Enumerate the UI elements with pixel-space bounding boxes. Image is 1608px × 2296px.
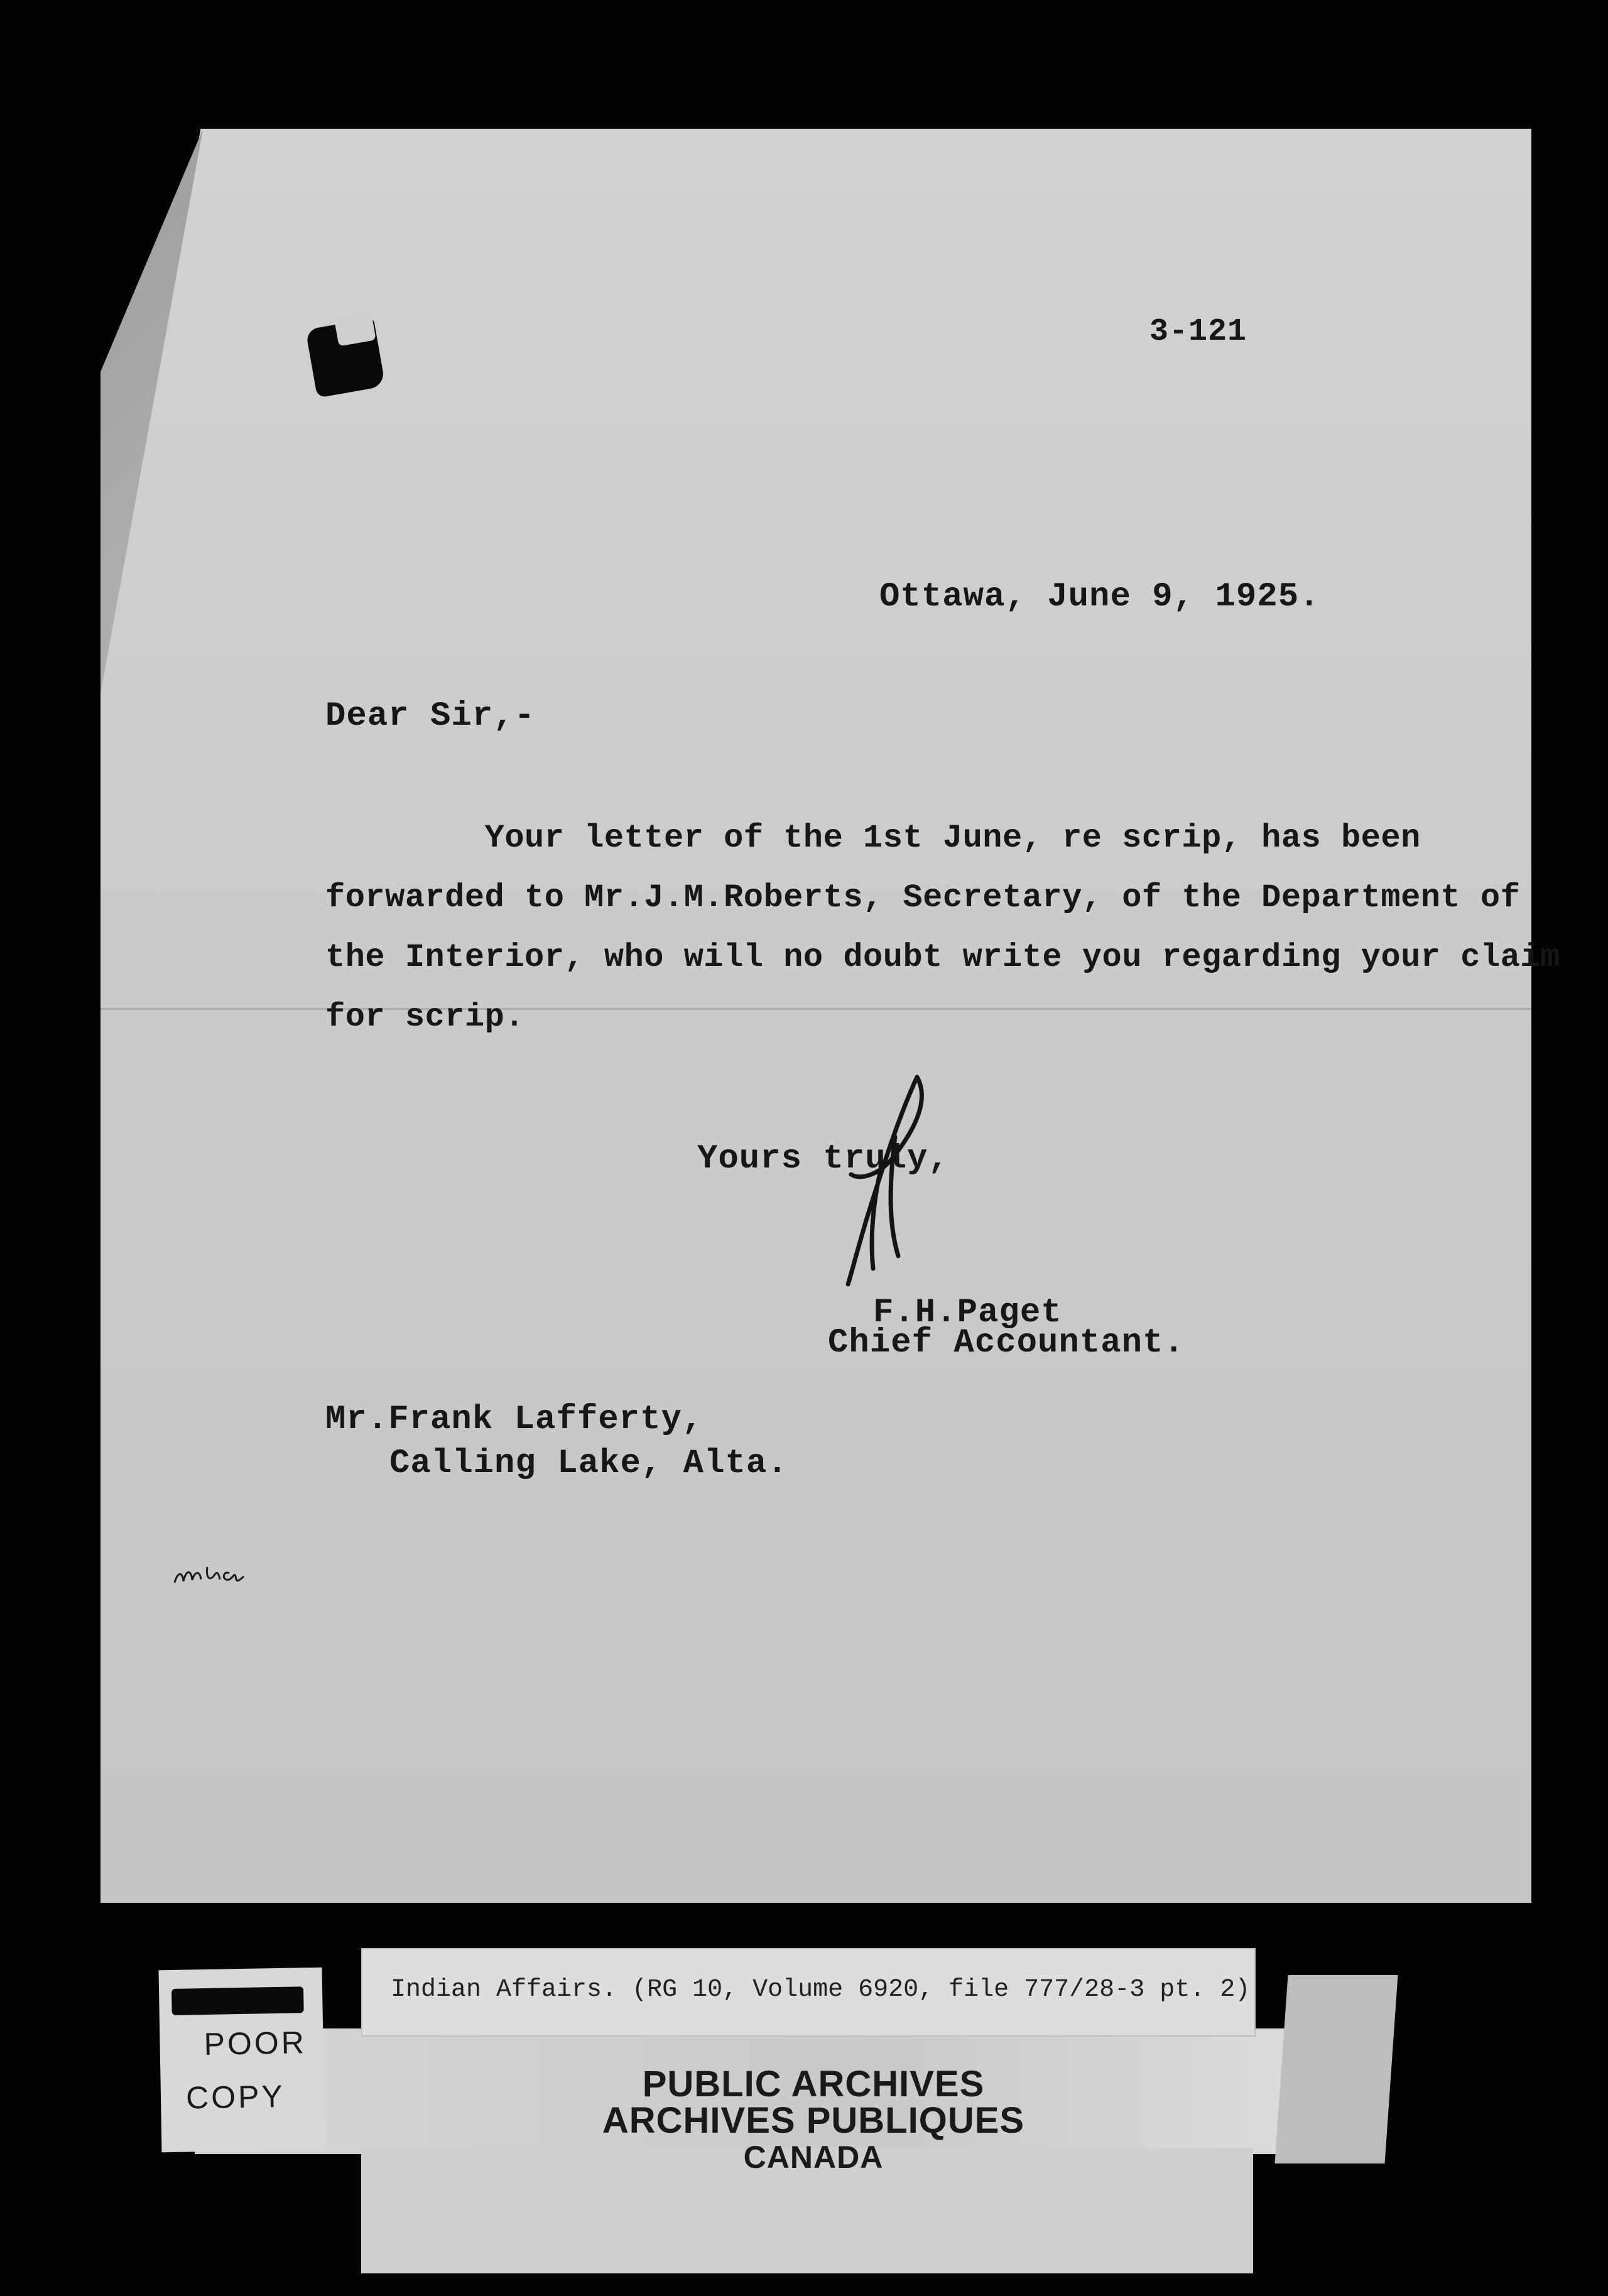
archive-reference-label [361, 1948, 1256, 2037]
punch-hole [305, 318, 385, 398]
file-number: 3-121 [1149, 314, 1247, 350]
addressee-location: Calling Lake, Alta. [389, 1444, 788, 1483]
folded-tab [1275, 1975, 1398, 2163]
letter-sheet [100, 129, 1531, 1903]
handwritten-signature [823, 1068, 955, 1294]
body-line: Your letter of the 1st June, re scrip, has been [325, 820, 1421, 857]
poor-copy-note-line2: COPY [185, 2078, 286, 2116]
stamp-line-3: CANADA [743, 2140, 884, 2175]
salutation: Dear Sir,- [325, 697, 536, 735]
dateline: Ottawa, June 9, 1925. [879, 578, 1320, 616]
archive-reference-text: Indian Affairs. (RG 10, Volume 6920, file 777/28-3 pt. 2) [391, 1976, 1251, 2004]
archives-stamp [572, 2066, 1055, 2175]
signatory-title: Chief Accountant. [828, 1324, 1185, 1362]
poor-copy-tag [158, 1968, 325, 2152]
signatory-name: F.H.Paget [873, 1294, 1062, 1332]
stamp-line-2: ARCHIVES PUBLIQUES [602, 2100, 1025, 2141]
poor-copy-note-line1: POOR [204, 2025, 307, 2062]
body-line: forwarded to Mr.J.M.Roberts, Secretary, of the Department of [325, 879, 1521, 916]
addressee-name: Mr.Frank Lafferty, [325, 1400, 704, 1439]
paper-crease [100, 1008, 1531, 1010]
closing: Yours truly, [697, 1140, 949, 1178]
handwritten-initials [170, 1551, 264, 1595]
stamp-line-1: PUBLIC ARCHIVES [642, 2064, 985, 2104]
body-line: for scrip. [325, 999, 525, 1036]
body-line: the Interior, who will no doubt write you regarding your claim [325, 939, 1560, 976]
redaction-bar [171, 1986, 304, 2015]
